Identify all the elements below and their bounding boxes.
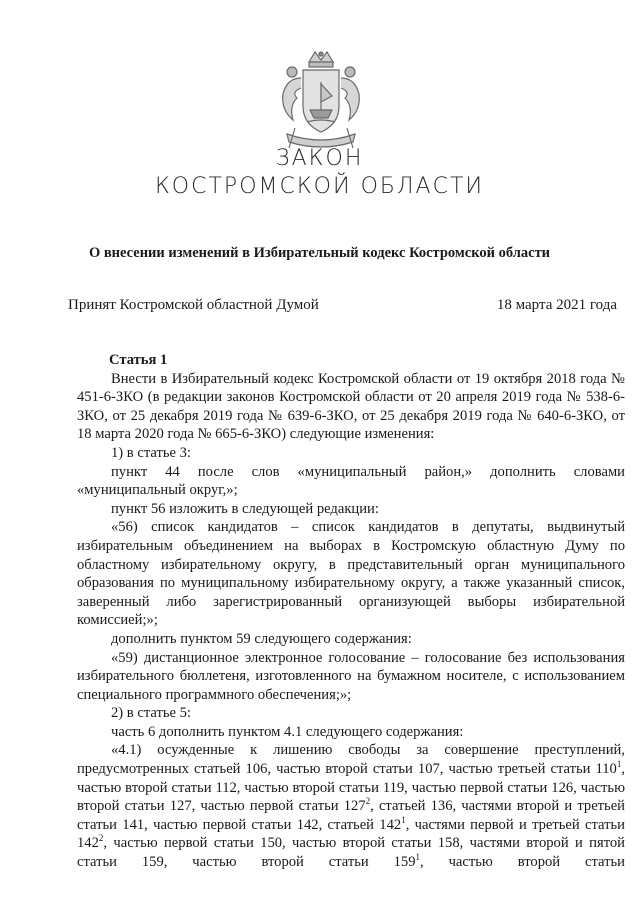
point-4-1-text: [77, 741, 625, 871]
law-title-line1: ЗАКОН: [275, 146, 364, 171]
point-4-1-seg-e: , частью первой статьи 150, частью второй статьи 158, частями второй и пятой статьи 159, частью второй статьи 159: [77, 835, 625, 871]
point-56-intro: пункт 56 изложить в следующей редакции:: [111, 500, 379, 517]
superscript: 1: [401, 814, 406, 825]
point-4-1-seg-a: «4.1) осужденные к лишению свободы за совершение преступлений, предусмотренных статьей 106, частью второй статьи 107, частью третьей статьи 110: [77, 742, 625, 778]
point-59-intro: дополнить пунктом 59 следующего содержания:: [111, 630, 412, 647]
part-6-intro: часть 6 дополнить пунктом 4.1 следующего содержания:: [111, 723, 464, 740]
point-4-1-seg-b: , частью второй статьи 112, частью второй статьи 119, частью первой статьи 126, частью второй статьи 127, частью первой статьи 127: [77, 761, 625, 815]
superscript: 2: [98, 833, 104, 844]
article-intro: Внести в Избирательный кодекс Костромской области от 19 октября 2018 года № 451-6-ЗКО (в редакции законов Костромской области от 20 апреля 2019 года № 538-6-ЗКО, от 25 декабря 2019 года № 639-6-ЗКО, от 25 декабря 2019 года № 640-6-ЗКО, от 18 марта 2020 года № 665-6-ЗКО) следующие изменения:: [77, 370, 625, 443]
adopted-by: Принят Костромской областной Думой: [68, 297, 319, 313]
superscript: 1: [415, 852, 421, 863]
point-4-1-seg-c: , статьей 136, частями второй и третьей статьи 141, частью первой статьи 142, статьей 142: [77, 798, 625, 833]
superscript: 1: [616, 759, 622, 770]
adoption-date: 18 марта 2021 года: [496, 297, 617, 313]
law-title-line2: КОСТРОМСКОЙ ОБЛАСТИ: [154, 174, 485, 199]
point-4-1-seg-f: , частью второй статьи: [420, 854, 625, 871]
item-1: 1) в статье 3:: [111, 444, 191, 461]
article-heading: Статья 1: [109, 352, 168, 368]
point-56-text: «56) список кандидатов – список кандидатов в депутаты, выдвинутый избирательным объединением на выборах в Костромскую областную Думу по областному избирательному округу, в представительный орган муниципального образования по муниципальному избирательному округу, а также указанный список, заверенный либо зарегистрированный организующей выборы избирательной комиссией;»;: [77, 519, 625, 629]
point-44: пункт 44 после слов «муниципальный район,» дополнить словами «муниципальный округ,»;: [77, 463, 625, 499]
point-4-1-seg-d: , частями первой и третьей статьи 142: [77, 816, 625, 852]
law-subject-heading: О внесении изменений в Избирательный кодекс Костромской области: [88, 245, 551, 261]
coat-of-arms-icon: [265, 48, 377, 154]
point-59-text: «59) дистанционное электронное голосование – голосование без использования избирательного бюллетеня, изготовленного на бумажном носителе, с использованием специального программного обеспечения;»;: [77, 649, 625, 703]
superscript: 2: [365, 796, 371, 807]
article-body: [77, 351, 625, 872]
item-2: 2) в статье 5:: [111, 705, 191, 722]
